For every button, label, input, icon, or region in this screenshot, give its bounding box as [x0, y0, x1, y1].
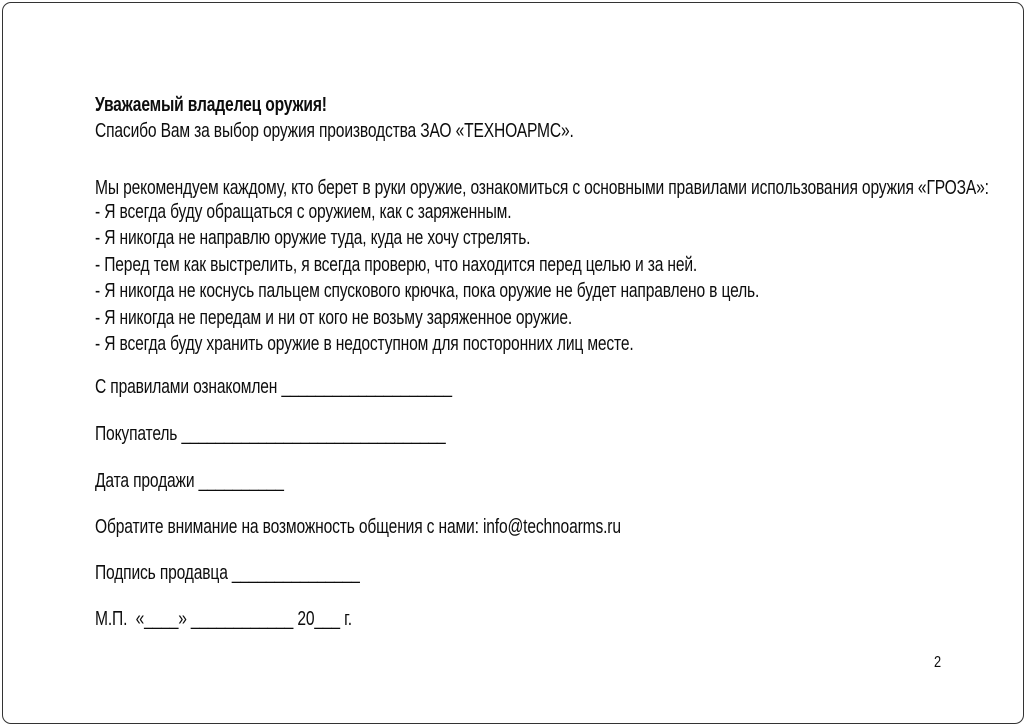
sale-date-line: Дата продажи __________ [95, 470, 284, 492]
rule-item: - Перед тем как выстрелить, я всегда проверю, что находится перед целью и за ней. [95, 254, 698, 276]
intro-line: Мы рекомендуем каждому, кто берет в руки оружие, ознакомиться с основными правилами использования оружия «ГРОЗА»: [95, 177, 989, 199]
rule-item: - Я всегда буду обращаться с оружием, как с заряженным. [95, 201, 512, 223]
page-number: 2 [934, 654, 942, 671]
rule-item: - Я никогда не направлю оружие туда, куда не хочу стрелять. [95, 227, 531, 249]
thanks-line: Спасибо Вам за выбор оружия производства ЗАО «ТЕХНОАРМС». [95, 120, 574, 142]
rule-item: - Я никогда не коснусь пальцем спускового крючка, пока оружие не будет направлено в цель. [95, 280, 760, 302]
buyer-line: Покупатель _______________________________ [95, 423, 446, 445]
rule-item: - Я никогда не передам и ни от кого не возьму заряженное оружие. [95, 307, 573, 329]
document-heading: Уважаемый владелец оружия! [95, 94, 327, 116]
contact-line: Обратите внимание на возможность общения с нами: info@technoarms.ru [95, 516, 621, 538]
rule-item: - Я всегда буду хранить оружие в недоступном для посторонних лиц месте. [95, 333, 634, 355]
stamp-date-line: М.П. «____» ____________ 20___ г. [95, 608, 352, 630]
seller-signature-line: Подпись продавца _______________ [95, 562, 360, 584]
acknowledgement-line: С правилами ознакомлен ____________________ [95, 376, 452, 398]
